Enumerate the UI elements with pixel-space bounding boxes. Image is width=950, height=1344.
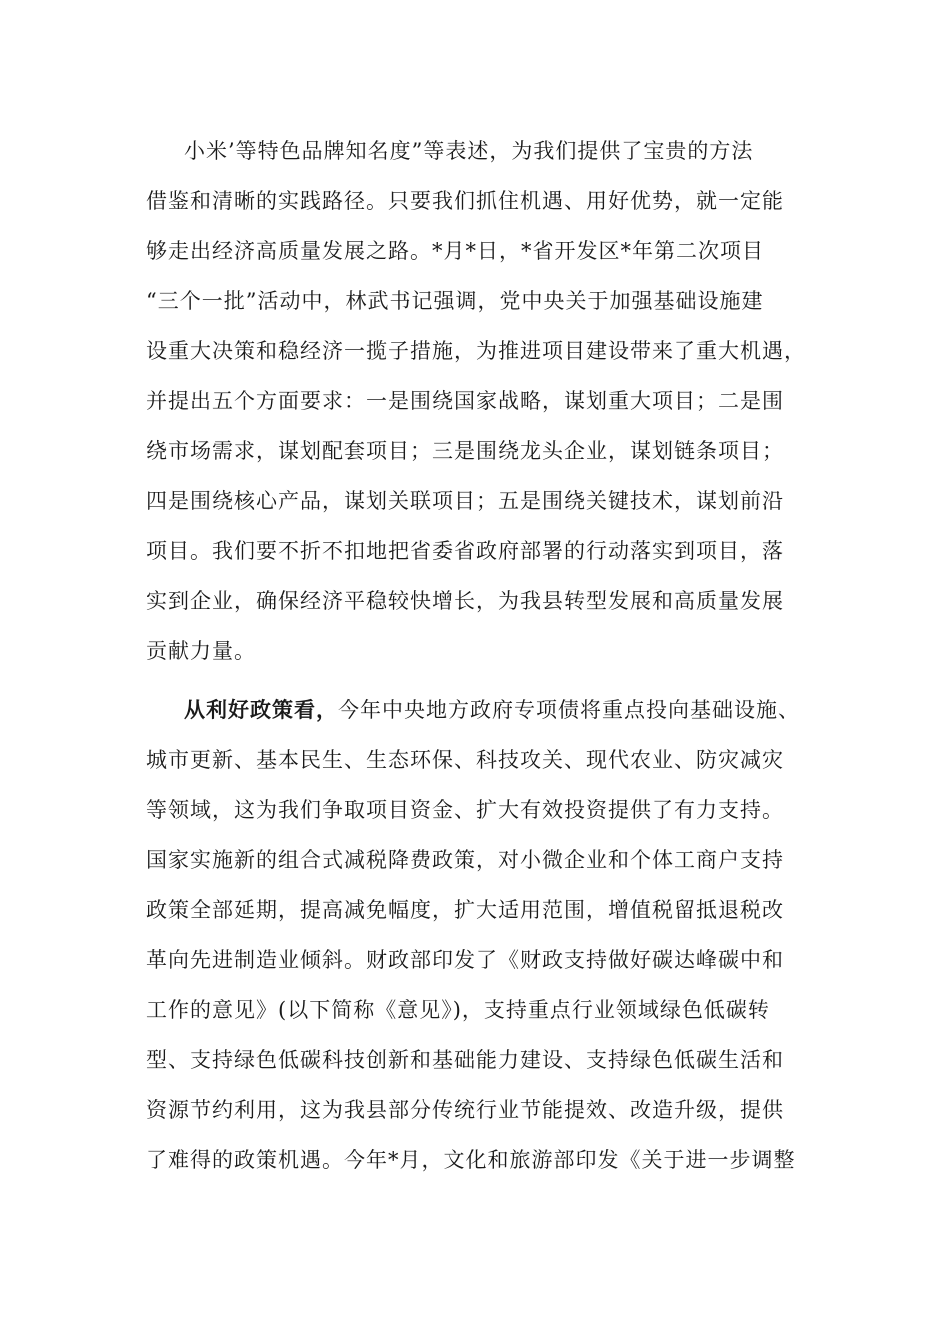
paragraph-1-line: 小米’等特色品牌知名度”等表述，为我们提供了宝贵的方法	[184, 139, 754, 163]
paragraph-1-line: 绕市场需求，谋划配套项目；三是围绕龙头企业，谋划链条项目；	[146, 439, 784, 463]
paragraph-1-line: 实到企业，确保经济平稳较快增长，为我县转型发展和高质量发展	[146, 589, 784, 613]
paragraph-1-line: 四是围绕核心产品，谋划关联项目；五是围绕关键技术，谋划前沿	[146, 489, 784, 513]
paragraph-2-lead-heading: 从利好政策看，	[184, 697, 338, 722]
paragraph-1-line: “三个一批”活动中，林武书记强调，党中央关于加强基础设施建	[146, 289, 764, 313]
paragraph-2-line: 型、支持绿色低碳科技创新和基础能力建设、支持绿色低碳生活和	[146, 1048, 784, 1072]
paragraph-2-line: 政策全部延期，提高减免幅度，扩大适用范围，增值税留抵退税改	[146, 898, 784, 922]
paragraph-2-line: 城市更新、基本民生、生态环保、科技攻关、现代农业、防灾减灾	[146, 748, 784, 772]
paragraph-1-line: 并提出五个方面要求：一是围绕国家战略，谋划重大项目；二是围	[146, 389, 784, 413]
paragraph-2-line: 工作的意见》(以下简称《意见》)，支持重点行业领域绿色低碳转	[146, 998, 770, 1022]
paragraph-2-first-line-text: 今年中央地方政府专项债将重点投向基础设施、	[338, 698, 800, 722]
paragraph-2-line: 国家实施新的组合式减税降费政策，对小微企业和个体工商户支持	[146, 848, 784, 872]
paragraph-2-line: 等领域，这为我们争取项目资金、扩大有效投资提供了有力支持。	[146, 798, 784, 822]
paragraph-2-line: 了难得的政策机遇。今年*月，文化和旅游部印发《关于进一步调整	[146, 1148, 796, 1172]
paragraph-2-line: 资源节约利用，这为我县部分传统行业节能提效、改造升级，提供	[146, 1098, 784, 1122]
paragraph-1-line: 设重大决策和稳经济一揽子措施，为推进项目建设带来了重大机遇，	[146, 339, 806, 363]
paragraph-1-line: 项目。我们要不折不扣地把省委省政府部署的行动落实到项目，落	[146, 539, 784, 563]
paragraph-1-line: 借鉴和清晰的实践路径。只要我们抓住机遇、用好优势，就一定能	[146, 189, 784, 213]
paragraph-2-first-line	[184, 695, 800, 725]
paragraph-1-line: 贡献力量。	[146, 639, 256, 663]
paragraph-1-line: 够走出经济高质量发展之路。*月*日，*省开发区*年第二次项目	[146, 239, 764, 263]
paragraph-2-line: 革向先进制造业倾斜。财政部印发了《财政支持做好碳达峰碳中和	[146, 948, 784, 972]
